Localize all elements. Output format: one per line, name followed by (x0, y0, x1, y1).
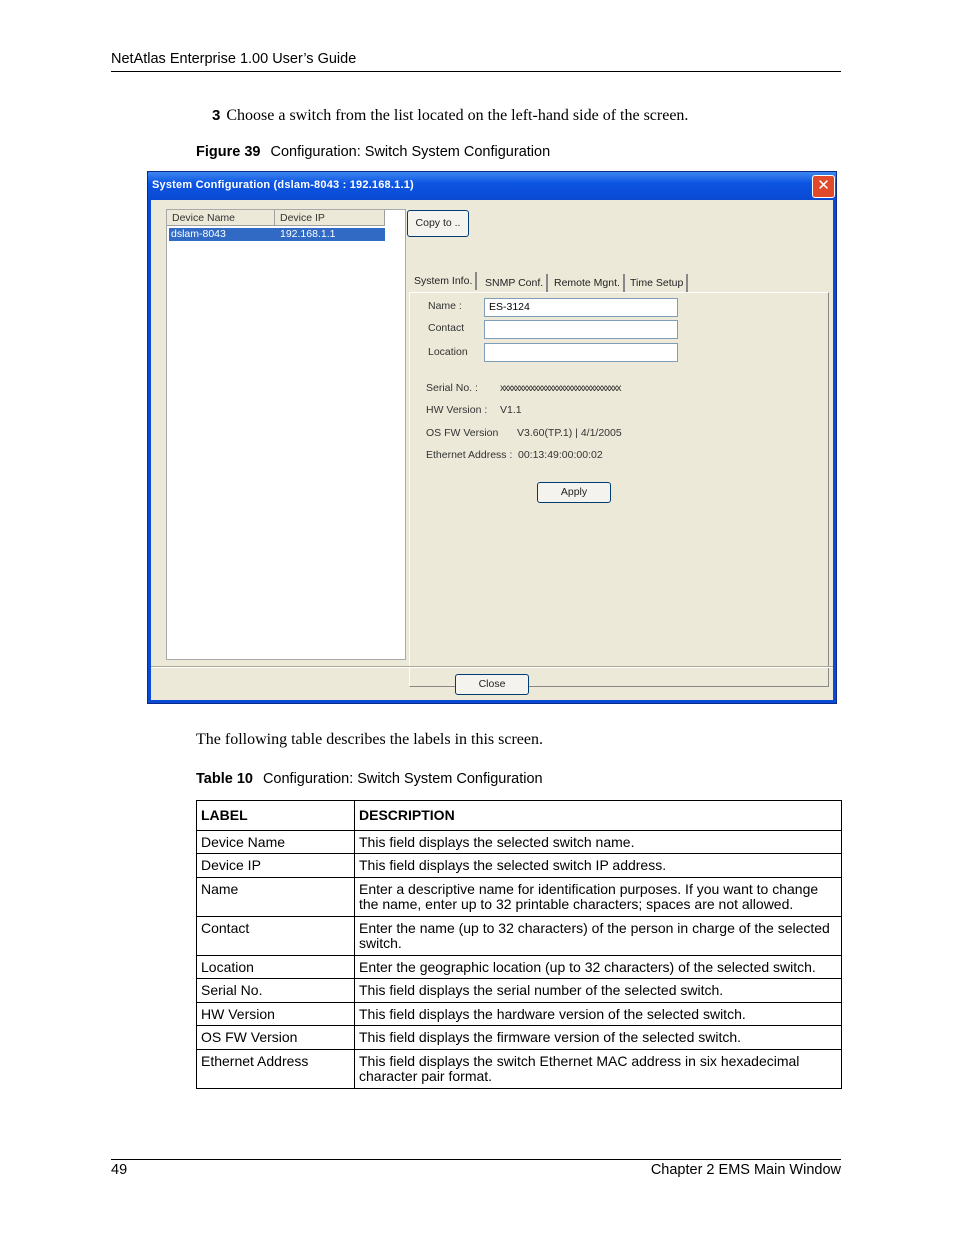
window-title: System Configuration (dslam-8043 : 192.168.1.1) (152, 179, 414, 191)
device-ip-cell: 192.168.1.1 (280, 228, 336, 240)
os-fw-value: V3.60(TP.1) | 4/1/2005 (517, 427, 622, 439)
close-window-icon[interactable]: ✕ (812, 175, 835, 198)
window-titlebar (148, 172, 836, 200)
location-field[interactable] (484, 343, 678, 362)
system-configuration-window (147, 171, 837, 704)
figure-label: Figure 39 (196, 144, 261, 160)
table-row (197, 1026, 842, 1050)
row-label: Location (197, 955, 355, 979)
device-list[interactable] (166, 209, 406, 660)
copy-to-button[interactable]: Copy to .. (407, 210, 469, 237)
table-caption-text: Configuration: Switch System Configuration (262, 771, 543, 787)
list-item-selected[interactable] (169, 228, 385, 241)
footer-rule (111, 1159, 841, 1160)
row-label: Device Name (197, 830, 355, 854)
tab-remote-mgnt[interactable]: Remote Mgnt. (551, 274, 625, 292)
table-header-row (197, 801, 842, 831)
table-row (197, 877, 842, 916)
row-label: Ethernet Address (197, 1049, 355, 1088)
row-label: Contact (197, 916, 355, 955)
row-description: Enter the geographic location (up to 32 characters) of the selected switch. (355, 955, 842, 979)
serial-label: Serial No. : (426, 382, 478, 394)
step-number: 3 (212, 107, 221, 124)
row-label: Device IP (197, 854, 355, 878)
tab-system-info[interactable]: System Info. (411, 272, 477, 290)
intro-text: The following table describes the labels in this screen. (196, 731, 544, 748)
figure-caption (196, 144, 550, 160)
row-description: This field displays the selected switch IP address. (355, 854, 842, 878)
name-field[interactable]: ES-3124 (484, 298, 678, 317)
running-header: NetAtlas Enterprise 1.00 User’s Guide (111, 51, 357, 67)
footer-separator (151, 666, 833, 668)
row-description: Enter the name (up to 32 characters) of the person in charge of the selected switch. (355, 916, 842, 955)
header-description: DESCRIPTION (355, 801, 842, 831)
table-caption (196, 771, 543, 787)
device-name-cell: dslam-8043 (171, 228, 226, 240)
hw-version-value: V1.1 (500, 404, 522, 416)
ethernet-value: 00:13:49:00:00:02 (518, 449, 603, 461)
step-text: Choose a switch from the list located on the left-hand side of the screen. (226, 107, 689, 124)
table-row (197, 916, 842, 955)
row-description: This field displays the switch Ethernet MAC address in six hexadecimal character pair format. (355, 1049, 842, 1088)
table-row (197, 1002, 842, 1026)
ethernet-label: Ethernet Address : (426, 449, 513, 461)
page-number: 49 (111, 1162, 128, 1178)
os-fw-label: OS FW Version (426, 427, 499, 439)
chapter-title: Chapter 2 EMS Main Window (650, 1162, 841, 1178)
row-description: This field displays the selected switch name. (355, 830, 842, 854)
table-row (197, 955, 842, 979)
row-description: This field displays the serial number of the selected switch. (355, 979, 842, 1003)
name-label: Name : (428, 300, 462, 312)
column-device-ip[interactable]: Device IP (275, 210, 385, 226)
hw-version-label: HW Version : (426, 404, 488, 416)
table-label: Table 10 (196, 771, 253, 787)
serial-value: xxxxxxxxxxxxxxxxxxxxxxxxxxxxxxxx (500, 382, 620, 394)
header-label: LABEL (197, 801, 355, 831)
header-rule (111, 71, 841, 72)
tab-time-setup[interactable]: Time Setup (627, 274, 688, 292)
location-label: Location (428, 346, 468, 358)
table-row (197, 854, 842, 878)
tab-snmp-conf[interactable]: SNMP Conf. (482, 274, 548, 292)
contact-label: Contact (428, 322, 465, 334)
description-table (196, 800, 842, 1089)
apply-button[interactable]: Apply (537, 482, 611, 503)
close-button[interactable]: Close (455, 674, 529, 695)
row-label: OS FW Version (197, 1026, 355, 1050)
row-description: This field displays the hardware version of the selected switch. (355, 1002, 842, 1026)
row-label: Name (197, 877, 355, 916)
row-description: Enter a descriptive name for identification purposes. If you want to change the name, enter up to 32 printable characters; spaces are not allowed. (355, 877, 842, 916)
table-row (197, 1049, 842, 1088)
column-device-name[interactable]: Device Name (167, 210, 275, 226)
table-row (197, 979, 842, 1003)
table-row (197, 830, 842, 854)
step-3 (212, 107, 688, 125)
figure-caption-text: Configuration: Switch System Configuration (270, 144, 551, 160)
row-description: This field displays the firmware version of the selected switch. (355, 1026, 842, 1050)
window-client-area (151, 200, 833, 700)
row-label: Serial No. (197, 979, 355, 1003)
row-label: HW Version (197, 1002, 355, 1026)
contact-field[interactable] (484, 320, 678, 339)
